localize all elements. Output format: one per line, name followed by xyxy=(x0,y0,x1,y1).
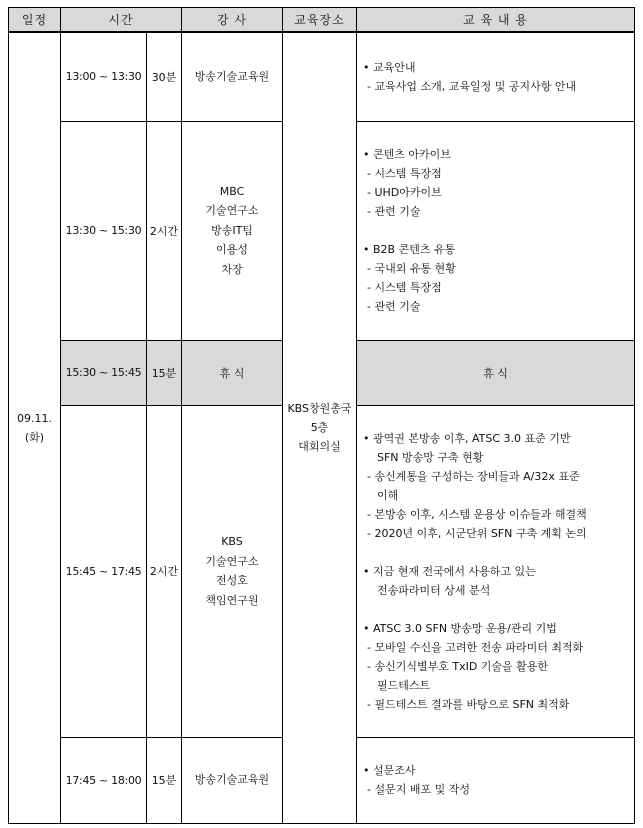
content-cell: • 콘텐츠 아카이브 - 시스템 특장점 - UHD아카이브 - 관련 기술 • B2B 콘텐츠 유통 - 국내외 유통 현황 - 시스템 특장점 - 관련 기술 xyxy=(357,121,635,340)
header-time: 시간 xyxy=(61,8,182,33)
schedule-table xyxy=(8,7,635,824)
header-content: 교 육 내 용 xyxy=(357,8,635,33)
table-row xyxy=(9,32,635,121)
header-date: 일정 xyxy=(9,8,61,33)
lecturer-cell: 방송기술교육원 xyxy=(182,737,283,823)
duration-cell: 2시간 xyxy=(147,121,182,340)
header-row xyxy=(9,8,635,33)
lecturer-cell: MBC 기술연구소 방송IT팀 이용성 차장 xyxy=(182,121,283,340)
lecturer-cell: 휴 식 xyxy=(182,340,283,405)
venue-cell: KBS창원총국 5층 대회의실 xyxy=(283,32,357,823)
header-lecturer: 강 사 xyxy=(182,8,283,33)
time-cell: 15:30 ~ 15:45 xyxy=(61,340,147,405)
duration-cell: 30분 xyxy=(147,32,182,121)
lecturer-cell: KBS 기술연구소 전성호 책임연구원 xyxy=(182,405,283,737)
duration-cell: 2시간 xyxy=(147,405,182,737)
content-cell: • 교육안내 - 교육사업 소개, 교육일정 및 공지사항 안내 xyxy=(357,32,635,121)
content-cell: 휴 식 xyxy=(357,340,635,405)
date-cell: 09.11. (화) xyxy=(9,32,61,823)
time-cell: 17:45 ~ 18:00 xyxy=(61,737,147,823)
time-cell: 15:45 ~ 17:45 xyxy=(61,405,147,737)
duration-cell: 15분 xyxy=(147,340,182,405)
header-venue: 교육장소 xyxy=(283,8,357,33)
content-cell: • 설문조사 - 설문지 배포 및 작성 xyxy=(357,737,635,823)
lecturer-cell: 방송기술교육원 xyxy=(182,32,283,121)
time-cell: 13:00 ~ 13:30 xyxy=(61,32,147,121)
duration-cell: 15분 xyxy=(147,737,182,823)
time-cell: 13:30 ~ 15:30 xyxy=(61,121,147,340)
content-cell: • 광역권 본방송 이후, ATSC 3.0 표준 기반 SFN 방송망 구축 현황 - 송신계통을 구성하는 장비들과 A/32x 표준 이해 - 본방송 이후, 시스템 운용상 이슈들과 해결책 - 2020년 이후, 시군단위 SFN 구축 계획 논의 • 지금 현재 전국에서 사용하고 있는 전송파라미터 상세 분석 • ATSC 3.0 SFN 방송망 운용/관리 기법 - 모바일 수신을 고려한 전송 파라미터 최적화 - 송신기식별부호 TxID 기술을 활용한 필드테스트 - 필드테스트 결과를 바탕으로 SFN 최적화 xyxy=(357,405,635,737)
